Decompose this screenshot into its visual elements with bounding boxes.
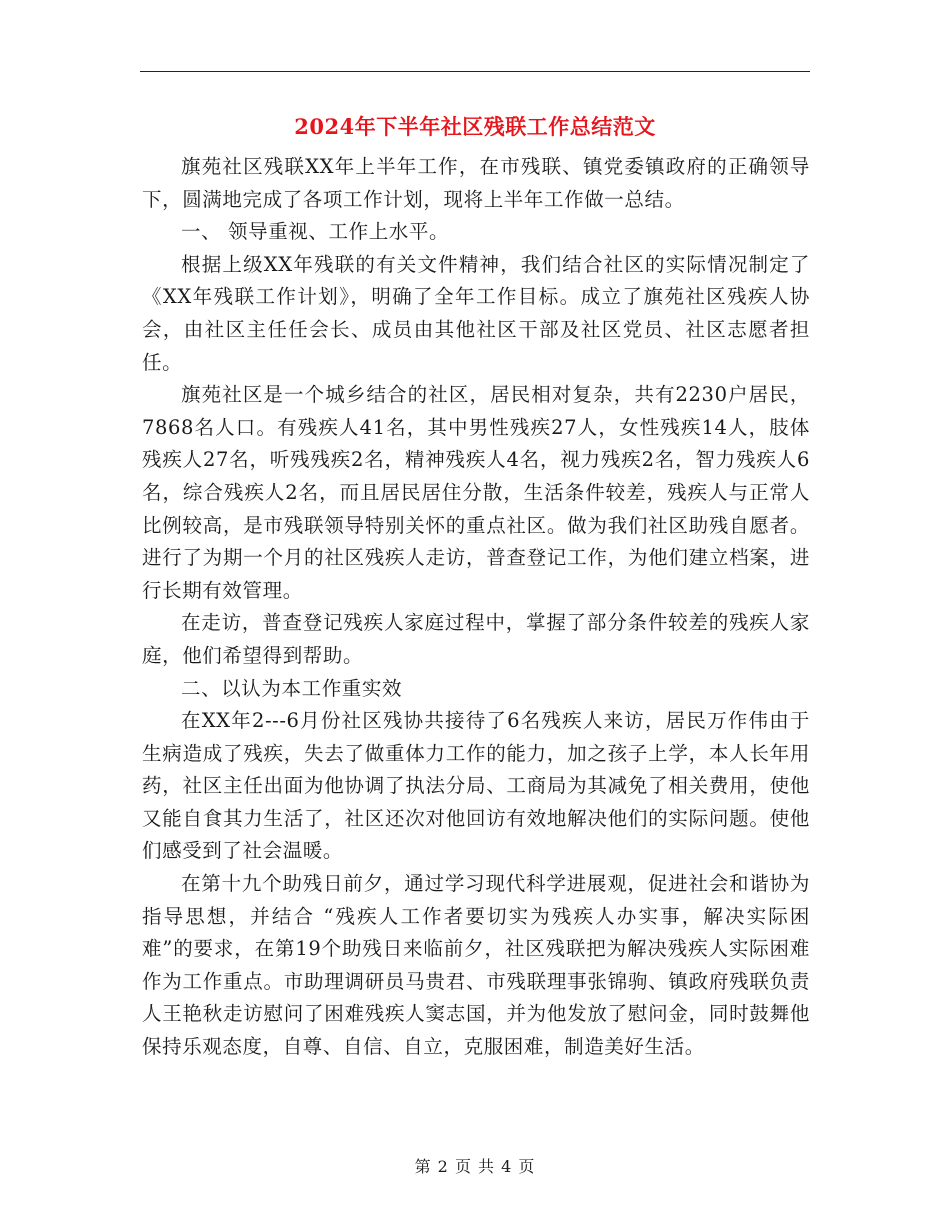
header-rule [140,71,810,72]
paragraph-statistics: 旗苑社区是一个城乡结合的社区，居民相对复杂，共有2230户居民，7868名人口。有残疾人41名，其中男性残疾27人，女性残疾14人，肢体残疾人27名，听残残疾2名，精神残疾人4名，视力残疾2名，智力残疾人6名，综合残疾人2名，而且居民居住分散，生活条件较差，残疾人与正常人比例较高，是市残联领导特别关怀的重点社区。做为我们社区助残自愿者。进行了为期一个月的社区残疾人走访，普查登记工作，为他们建立档案，进行长期有效管理。 [142,383,810,602]
document-title: 2024年下半年社区残联工作总结范文 [294,114,656,139]
document-body [142,151,810,1064]
paragraph-reception: 在XX年2---6月份社区残协共接待了6名残疾人来访，居民万作伟由于生病造成了残疾，失去了做重体力工作的能力，加之孩子上学，本人长年用药，社区主任出面为他协调了执法分局、工商局为其减免了相关费用，使他又能自食其力生活了，社区还次对他回访有效地解决他们的实际问题。使他们感受到了社会温暖。 [142,709,810,863]
paragraph-visits: 在走访，普查登记残疾人家庭过程中，掌握了部分条件较差的残疾人家庭，他们希望得到帮助。 [142,611,810,667]
section-heading-1: 一、 领导重视、工作上水平。 [181,220,450,244]
page-number-footer: 第 2 页 共 4 页 [414,1157,536,1176]
paragraph-plan: 根据上级XX年残联的有关文件精神，我们结合社区的实际情况制定了《XX年残联工作计划》，明确了全年工作目标。成立了旗苑社区残疾人协会，由社区主任任会长、成员由其他社区干部及社区党员、社区志愿者担任。 [142,252,810,374]
paragraph-intro: 旗苑社区残联XX年上半年工作，在市残联、镇党委镇政府的正确领导下，圆满地完成了各项工作计划，现将上半年工作做一总结。 [142,155,810,211]
section-heading-2: 二、以认为本工作重实效 [181,676,403,700]
paragraph-assistance-day: 在第十九个助残日前夕，通过学习现代科学进展观，促进社会和谐协为指导思想，并结合 “残疾人工作者要切实为残疾人办实事，解决实际困难”的要求，在第19个助残日来临前夕，社区残联把为解决残疾人实际困难作为工作重点。市助理调研员马贵君、市残联理事张锦驹、镇政府残联负责人王艳秋走访慰问了困难残疾人窦志国，并为他发放了慰问金，同时鼓舞他保持乐观态度，自尊、自信、自立，克服困难，制造美好生活。 [142,872,810,1059]
